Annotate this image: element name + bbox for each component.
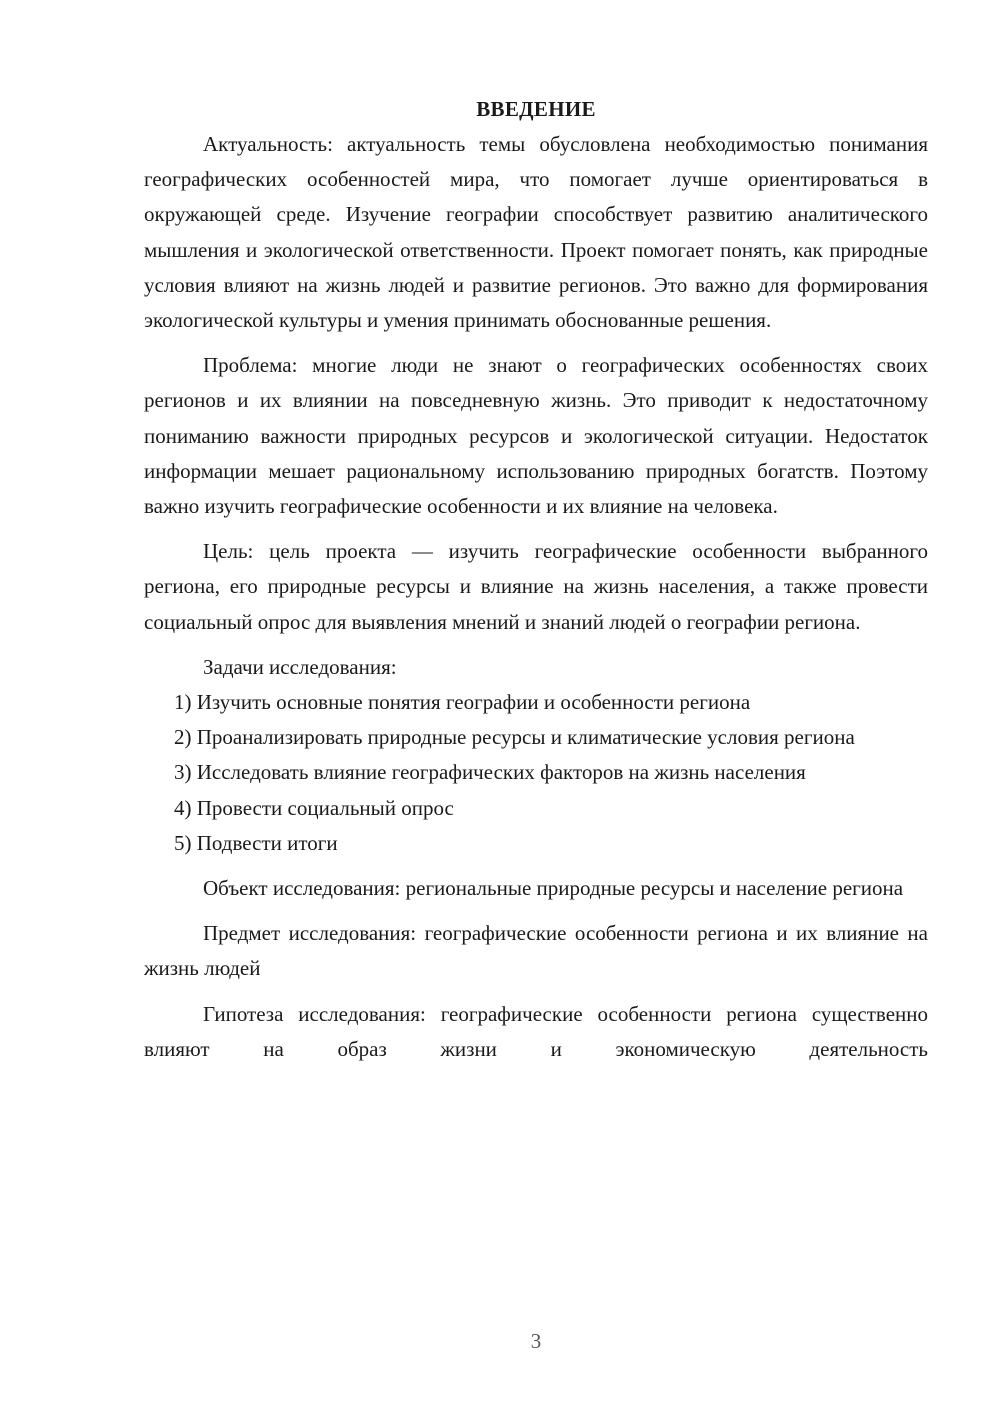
subject-paragraph: Предмет исследования: географические особенности региона и их влияние на жизнь людей (144, 921, 928, 981)
problem-paragraph: Проблема: многие люди не знают о географических особенностях своих регионов и их влиянии на повседневную жизнь. Это приводит к недостаточному пониманию важности природных ресурсов и экологической ситуации. Недостаток информации мешает рациональному использованию природных богатств. Поэтому важно изучить географические особенности и их влияние на человека. (144, 353, 928, 519)
goal-paragraph: Цель: цель проекта — изучить географические особенности выбранного региона, его природные ресурсы и влияние на жизнь населения, а также провести социальный опрос для выявления мнений и знаний людей о географии региона. (144, 539, 928, 634)
hypothesis-paragraph: Гипотеза исследования: географические особенности региона существенно влияют на образ жизни и экономическую деятельность (144, 1001, 928, 1061)
relevance-paragraph: Актуальность: актуальность темы обусловлена необходимостью понимания географических особенностей мира, что помогает лучше ориентироваться в окружающей среде. Изучение географии способствует развитию аналитического мышления и экологической ответственности. Проект помогает понять, как природные условия влияют на жизнь людей и развитие регионов. Это важно для формирования экологической культуры и умения принимать обоснованные решения. (144, 132, 928, 333)
task-item: 4) Провести социальный опрос (174, 795, 454, 820)
task-item: 5) Подвести итоги (174, 830, 338, 855)
object-paragraph: Объект исследования: региональные природные ресурсы и население региона (203, 876, 904, 901)
tasks-heading: Задачи исследования: (203, 654, 397, 679)
task-item: 2) Проанализировать природные ресурсы и климатические условия региона (174, 725, 855, 750)
task-item: 3) Исследовать влияние географических факторов на жизнь населения (174, 760, 806, 785)
task-item: 1) Изучить основные понятия географии и особенности региона (174, 690, 751, 715)
page-title: ВВЕДЕНИЕ (476, 97, 596, 121)
page-number: 3 (530, 1329, 542, 1353)
document-page (144, 92, 928, 1067)
